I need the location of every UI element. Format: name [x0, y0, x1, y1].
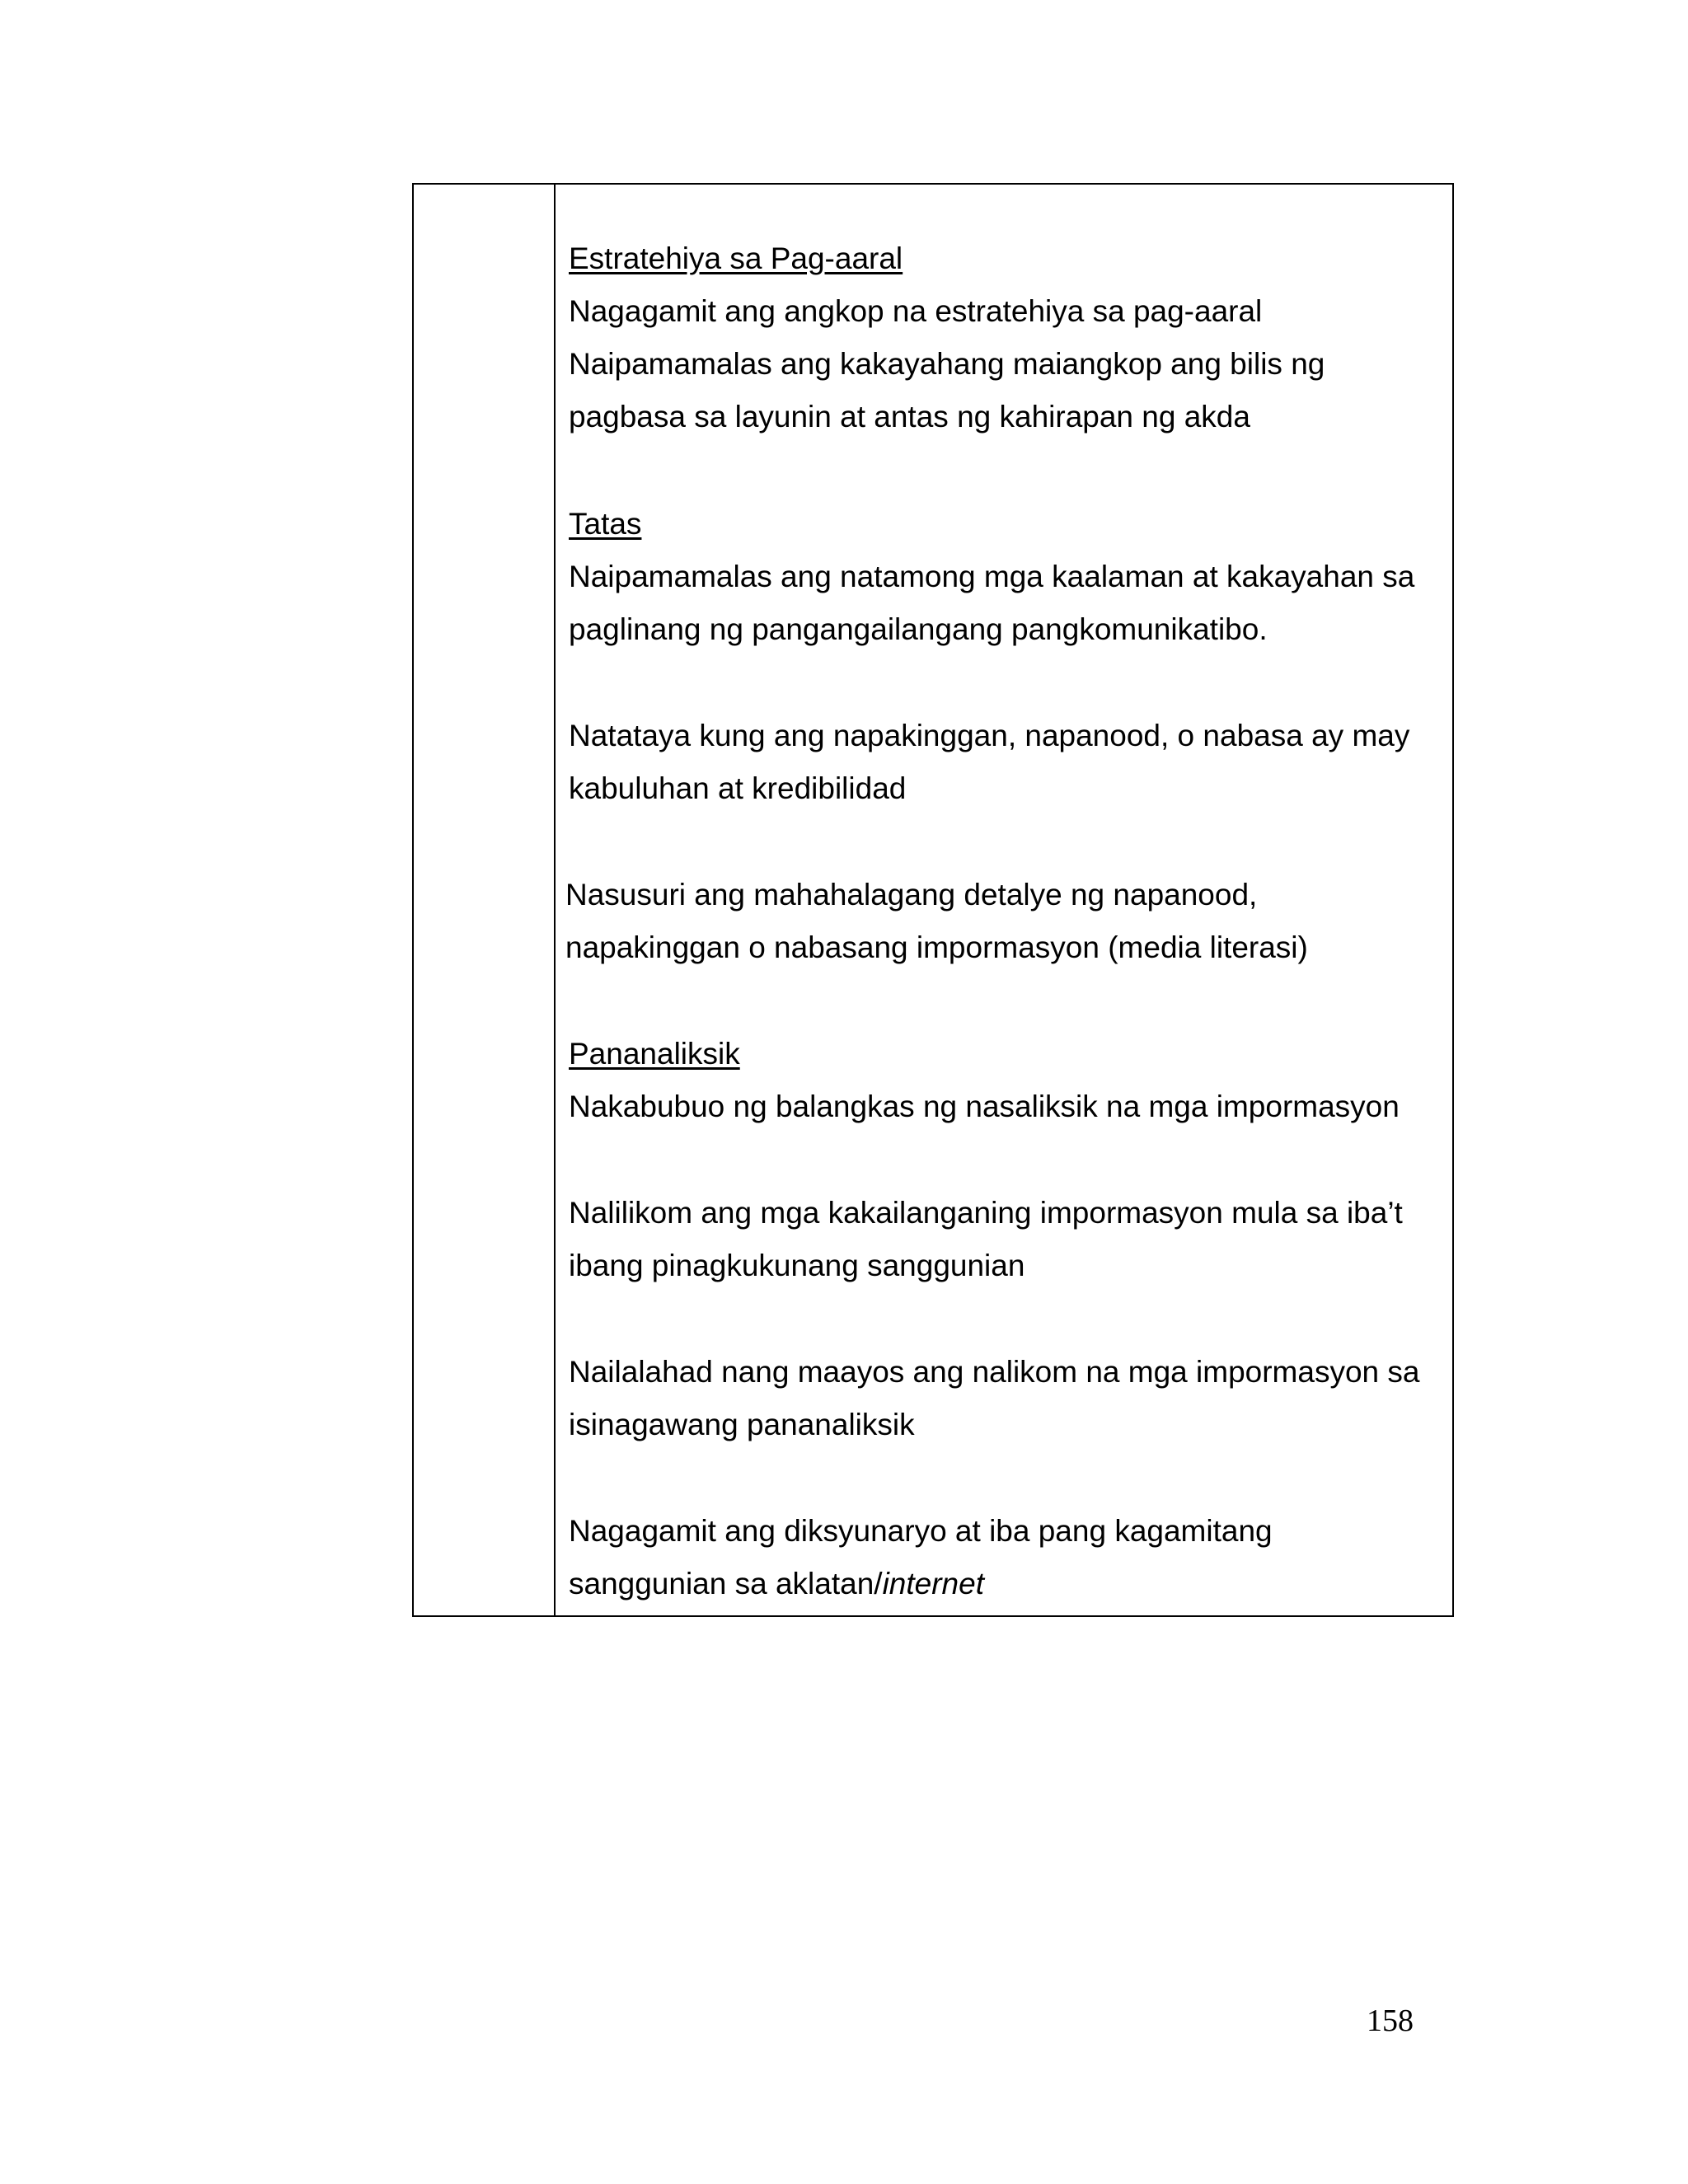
heading-pananaliksik: Pananaliksik	[569, 1037, 740, 1071]
text-line: kabuluhan at kredibilidad	[569, 771, 907, 805]
text-line: ibang pinagkukunang sanggunian	[569, 1249, 1025, 1282]
text-line: isinagawang pananaliksik	[569, 1408, 915, 1441]
content-table	[412, 183, 1454, 1617]
heading-tatas: Tatas	[569, 507, 642, 541]
text-segment: sanggunian sa aklatan/	[569, 1567, 883, 1601]
text-line: Nagagamit ang angkop na estratehiya sa pag-aaral	[569, 294, 1263, 328]
page-number: 158	[1367, 2004, 1414, 2038]
text-line: Nalilikom ang mga kakailanganing impormasyon mula sa iba’t	[569, 1196, 1403, 1230]
text-line: Nakabubuo ng balangkas ng nasaliksik na mga impormasyon	[569, 1090, 1400, 1123]
text-line: paglinang ng pangangailangang pangkomunikatibo.	[569, 612, 1268, 646]
text-line-mixed	[569, 1566, 984, 1602]
text-line: Nailalahad nang maayos ang nalikom na mga impormasyon sa	[569, 1355, 1420, 1389]
text-line: Nagagamit ang diksyunaryo at iba pang kagamitang	[569, 1514, 1273, 1548]
text-line: pagbasa sa layunin at antas ng kahirapan ng akda	[569, 400, 1250, 434]
text-line: napakinggan o nabasang impormasyon (media literasi)	[565, 930, 1308, 964]
text-segment-italic: internet	[882, 1567, 984, 1601]
left-column-cell	[414, 185, 556, 1615]
text-line: Natataya kung ang napakinggan, napanood, o nabasa ay may	[569, 719, 1410, 752]
right-column-cell	[556, 185, 1452, 1615]
text-line: Nasusuri ang mahahalagang detalye ng napanood,	[565, 878, 1258, 912]
text-line: Naipamamalas ang natamong mga kaalaman at kakayahan sa	[569, 560, 1415, 593]
heading-estratehiya: Estratehiya sa Pag-aaral	[569, 241, 903, 275]
text-line: Naipamamalas ang kakayahang maiangkop ang bilis ng	[569, 347, 1325, 381]
